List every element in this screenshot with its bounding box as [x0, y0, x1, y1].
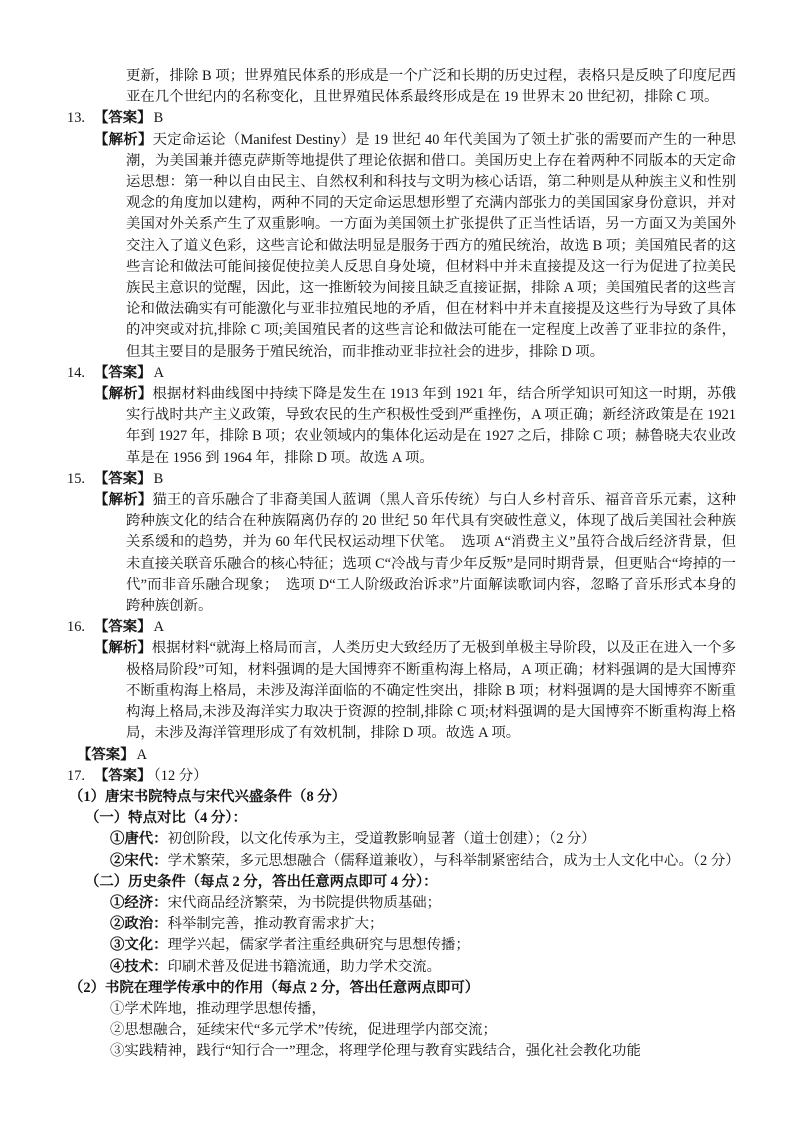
question-number: 13.: [67, 110, 85, 127]
answer-label: 【答案】: [94, 767, 152, 784]
item-text: 科举制完善，推动教育需求扩大；: [167, 916, 384, 933]
analysis-text: 根据材料曲线图中持续下降是发生在 1913 年到 1921 年，结合所学知识可知这一时期，苏俄实行战时共产主义政策，导致农民的生产积极性受到严重挫伤，A 项正确；新经济政策是在 1921 年到 1927 年，排除 B 项；农业领域内的集体化运动是在 1927 之后，排除 C 项；赫鲁晓夫农业改革是在 1956 到 1964 年，排除 D 项。故选 A 项。: [126, 386, 736, 466]
q17-part1-sub2-heading: （二）历史条件（每点 2 分，答出任意两点即可 4 分）：: [85, 873, 438, 890]
analysis-label: 【解析】: [94, 492, 153, 509]
question-14-answer-line: [67, 363, 800, 384]
answer-label: 【答案】: [94, 364, 152, 381]
answer-label: 【答案】: [94, 470, 152, 487]
q17-part1-sub2-item: [110, 893, 800, 914]
question-17-answer-line: [67, 766, 800, 787]
answer-value: B: [153, 470, 164, 487]
question-number: 15.: [67, 470, 85, 487]
item-text: 宋代商品经济繁荣，为书院提供物质基础；: [167, 894, 442, 911]
analysis-label: 【解析】: [94, 131, 153, 148]
answer-value: A: [153, 619, 164, 636]
analysis-text: 猫王的音乐融合了非裔美国人蓝调（黑人音乐传统）与白人乡村音乐、福音音乐元素，这种跨种族文化的结合在种族隔离仍存的 20 世纪 50 年代具有突破性意义，体现了战后美国社会种族关系缓和的趋势，并为 60 年代民权运动埋下伏笔。 选项 A“消费主义”虽符合战后经济背景，但未直接关联音乐融合的核心特征；选项 C“冷战与青少年反叛”是同时期背景，但更贴合“垮掉的一代”而非音乐融合现象； 选项 D“工人阶级政治诉求”片面解读歌词内容，忽略了音乐形式本身的跨种族创新。: [126, 492, 736, 615]
item-prefix: ②政治：: [110, 916, 168, 933]
question-number: 17.: [67, 767, 85, 784]
answer-label: 【答案】: [94, 110, 152, 127]
question-13-analysis: [94, 130, 736, 363]
answer-value: A: [136, 746, 147, 763]
item-text: 理学兴起，儒家学者注重经典研究与思想传播；: [167, 937, 470, 954]
q17-part1-sub2-item: [110, 935, 800, 956]
q17-part1-heading: （1）唐宋书院特点与宋代兴盛条件（8 分）: [69, 788, 347, 805]
answer-label: 【答案】: [77, 746, 135, 763]
item-text: 印刷术普及促进书籍流通，助力学术交流。: [167, 958, 442, 975]
item-text: 学术繁荣，多元思想融合（儒释道兼收），与科举制紧密结合，成为士人文化中心。（2 分）: [167, 852, 740, 869]
item-prefix: ②宋代：: [110, 852, 168, 869]
q17-part1-sub1-item: [110, 829, 800, 850]
question-13-answer-line: [67, 108, 800, 129]
analysis-text: 天定命运论（Manifest Destiny）是 19 世纪 40 年代美国为了领土扩张的需要而产生的一种思潮，为美国兼并德克萨斯等地提供了理论依据和借口。美国历史上存在着两种不同版本的天定命运思想：第一种以自由民主、自然权利和科技与文明为核心话语，第二种则是从种族主义和性别观念的角度加以建构，两种不同的天定命运思想形塑了充满内部张力的美国国家身份意识，并对美国对外关系产生了双重影响。一方面为美国领土扩张提供了正当性话语，另一方面又为美国外交注入了道义色彩，这些言论和做法明显是服务于西方的殖民统治，故选 B 项；美国殖民者的这些言论和做法可能间接促使拉美人反思自身处境，但材料中并未直接提及这一行为促进了拉美民族民主意识的觉醒，因此，这一推断较为间接且缺乏直接证据，排除 A 项；美国殖民者的这些言论和做法确实有可能激化与亚非拉殖民地的矛盾，但在材料中并未直接提及这些行为导致了具体的冲突或对抗,排除 C 项;美国殖民者的这些言论和做法可能在一定程度上改善了亚非拉的条件，但其主要目的是服务于殖民统治，而非推动亚非拉社会的进步，排除 D 项。: [126, 131, 736, 360]
item-prefix: ①唐代：: [110, 831, 168, 848]
analysis-text: 根据材料“就海上格局而言，人类历史大致经历了无极到单极主导阶段，以及正在进入一个多极格局阶段”可知，材料强调的是大国博弈不断重构海上格局，A 项正确；材料强调的是大国博弈不断重构海上格局，未涉及海洋面临的不确定性突出，排除 B 项；材料强调的是大国博弈不断重构海上格局,未涉及海洋实力取决于资源的控制,排除 C 项;材料强调的是大国博弈不断重构海上格局，未涉及海洋管理形成了有效机制，排除 D 项。故选 A 项。: [126, 640, 736, 742]
item-text: 初创阶段，以文化传承为主，受道教影响显著（道士创建）；（2 分）: [167, 831, 596, 848]
answer-value: A: [153, 364, 164, 381]
q17-part2-item: ②思想融合，延续宋代“多元学术”传统，促进理学内部交流；: [110, 1022, 497, 1039]
stray-answer-line: [77, 745, 800, 766]
analysis-label: 【解析】: [94, 640, 152, 657]
q17-part2-heading: （2）书院在理学传承中的作用（每点 2 分，答出任意两点即可）: [69, 979, 480, 996]
question-number: 14.: [67, 364, 85, 381]
item-prefix: ④技术：: [110, 958, 168, 975]
answer-sheet-page: [0, 66, 800, 1063]
q17-part2-item: ①学术阵地，推动理学思想传播，: [110, 1000, 326, 1017]
q17-part2-item: ③实践精神，践行“知行合一”理念，将理学伦理与教育实践结合，强化社会教化功能: [110, 1043, 641, 1060]
q17-part1-sub2-item: [110, 914, 800, 935]
item-prefix: ①经济：: [110, 894, 168, 911]
q17-part1-sub2-item: [110, 957, 800, 978]
question-number: 16.: [67, 619, 85, 636]
answer-label: 【答案】: [94, 619, 152, 636]
analysis-label: 【解析】: [94, 386, 153, 403]
score-note: （12 分）: [153, 767, 208, 784]
question-16-analysis: [94, 638, 736, 744]
answer-value: B: [153, 110, 164, 127]
previous-analysis-continuation: 更新，排除 B 项；世界殖民体系的形成是一个广泛和长期的历史过程，表格只是反映了印度尼西亚在几个世纪内的名称变化，且世界殖民体系最终形成是在 19 世界末 20 世纪初，排除 C 项。: [126, 68, 736, 106]
question-15-analysis: [94, 490, 736, 617]
question-15-answer-line: [67, 469, 800, 490]
question-16-answer-line: [67, 617, 800, 638]
item-prefix: ③文化：: [110, 937, 168, 954]
q17-part1-sub1-heading: （一）特点对比（4 分）：: [85, 810, 247, 827]
q17-part1-sub1-item: [110, 851, 800, 872]
question-14-analysis: [94, 384, 736, 469]
